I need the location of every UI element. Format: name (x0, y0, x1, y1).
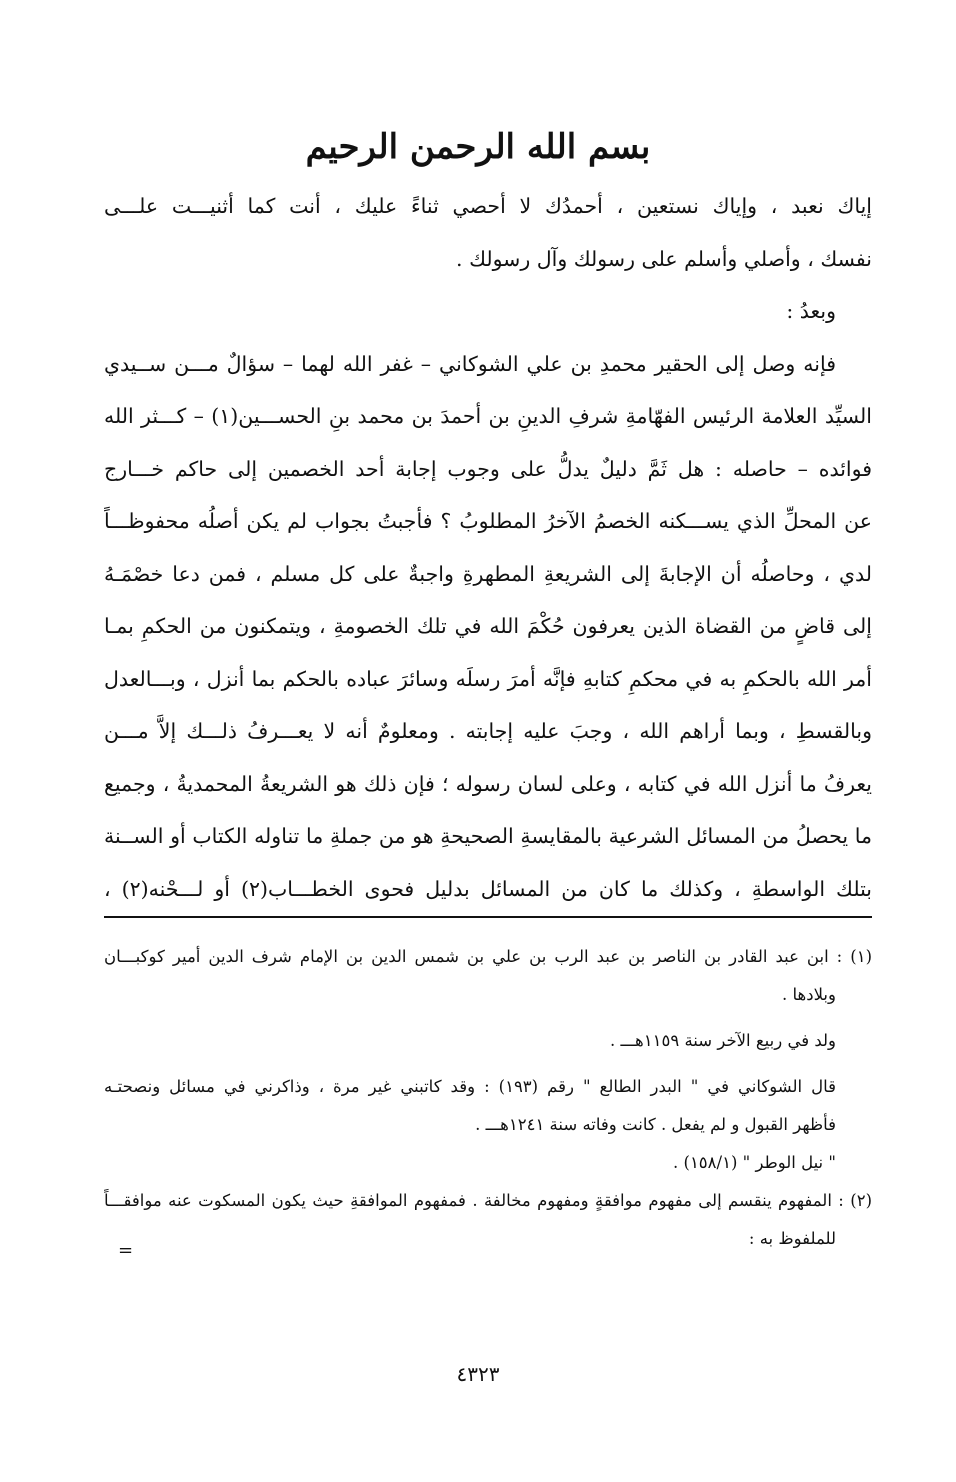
body-line: وبالقسطِ ، وبما أراهم الله ، وجبَ عليه إجابته . ومعلومٌ أنه لا يعـــرفُ ذلـــك إلاَّ مـــن (104, 719, 872, 743)
body-line: بتلك الواسطةِ ، وكذلك ما كان من المسائل بدليل فحوى الخطـــاب(٢) أو لـــحْنه(٢) ، (104, 876, 872, 901)
footnote-line: (٢) : المفهوم ينقسم إلى مفهوم موافقةٍ ومفهوم مخالفة . فمفهوم الموافقةِ حيث يكون المسكوت عنه موافقـــاً (104, 1191, 872, 1210)
body-line: السيِّد العلامة الرئيس الفهّامةِ شرفِ الدينِ بن أحمدَ بن محمد بنِ الحســـين(١) – كـــثر الله (104, 404, 872, 428)
body-line: لدي ، وحاصلُه أن الإجابةَ إلى الشريعةِ المطهرةِ واجبةٌ على كل مسلم ، فمن دعا خصْمَـهُ (104, 561, 872, 586)
body-line: يعرفُ ما أنزل الله في كتابه ، وعلى لسان رسوله ؛ فإن ذلك هو الشريعةُ المحمديةُ ، وجميع (104, 771, 872, 796)
body-line: أمر الله بالحكمِ به في محكمِ كتابهِ فإنَّه أمرَ رسلَه وسائرَ عباده بالحكم بما أنزل ، وبـــالعدل (104, 666, 872, 691)
footnote-separator (104, 916, 872, 918)
footnote-line: للملفوظ به : (748, 1229, 836, 1248)
body-line: وبعدُ : (786, 299, 836, 323)
body-line: فإنه وصل إلى الحقير محمدِ بن علي الشوكاني – غفر الله لهما – سؤالٌ مـــن ســيدي (104, 351, 836, 376)
page-title: بسم الله الرحمن الرحيم (305, 127, 651, 167)
continuation-mark: = (118, 1240, 134, 1261)
footnotes (104, 938, 872, 1258)
footnote-line: وبلادها . (782, 985, 836, 1004)
footnote-line: ولد في ربيع الآخر سنة ١١٥٩هـــ . (610, 1031, 836, 1050)
body-line: نفسك ، وأصلي وأسلم على رسولك وآل رسولك . (456, 246, 872, 271)
body-text (104, 180, 872, 915)
footnote-line: فأظهر القبول و لم يفعل . كانت وفاته سنة ١٢٤١هـــ . (475, 1115, 836, 1134)
body-line: إلى قاضٍ من القضاة الذين يعرفون حُكْمَ الله في تلك الخصومةِ ، ويتمكنون من الحكمِ بمـا (104, 614, 872, 638)
footnote-line: قال الشوكاني في " البدر الطالع " رقم (١٩٣) : وقد كاتبني غير مرة ، وذاكرني في مسائل ونصحتـه (104, 1077, 836, 1096)
footnote-line: " نيل الوطر " (١٥٨/١) . (673, 1153, 836, 1172)
body-line: فوائده – حاصله : هل ثَمَّ دليلٌ يدلُّ على وجوب إجابة أحد الخصمين إلى حاكم خـــارج (104, 456, 872, 481)
page-number: ٤٣٢٣ (456, 1362, 500, 1386)
body-line: ما يحصلُ من المسائل الشرعية بالمقايسةِ الصحيحةِ هو من جملةِ ما تناوله الكتاب أو الســنة (104, 824, 872, 848)
body-line: عن المحلِّ الذي يســـكنه الخصمُ الآخرُ المطلوبُ ؟ فأجبتُ بجواب لم يكن أصلُه محفوظـــاً (104, 509, 872, 533)
body-line: إياك نعبد ، وإياك نستعين ، أحمدُك لا أحصي ثناءً عليك ، أنت كما أثنيـــت علـــى (104, 194, 872, 218)
footnote-line: (١) : ابن عبد القادر بن الناصر بن عبد الرب بن علي بن شمس الدين بن الإمام شرف الدين أمير كوكبـــان (104, 947, 872, 966)
